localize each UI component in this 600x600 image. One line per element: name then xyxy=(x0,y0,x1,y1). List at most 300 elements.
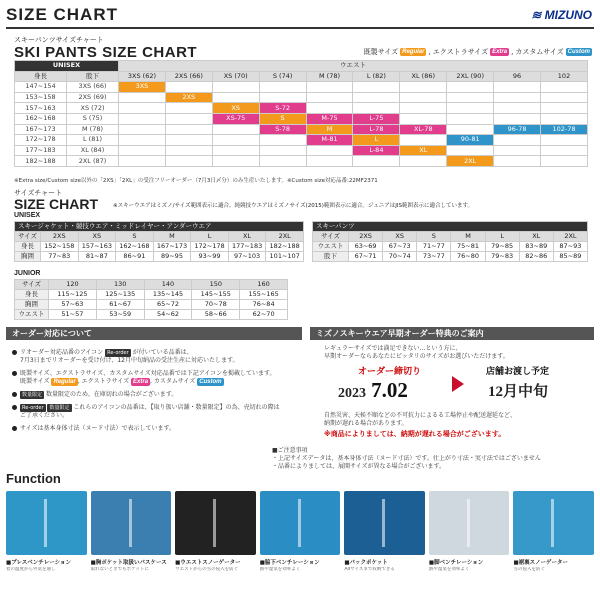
waist-col-header: 2XS (66) xyxy=(165,71,212,82)
size-col-header: L xyxy=(485,232,519,242)
function-card xyxy=(175,491,256,573)
order-p2a: 既製サイズ、エクストラサイズ、カスタムサイズ対応品番では下記アイコンを掲載しています。 xyxy=(20,370,276,377)
waist-col-header: 102 xyxy=(541,71,588,82)
empty-cell xyxy=(119,156,166,167)
caution-1: ・上記サイズデータは、基本身体寸法（ヌード寸法）です。仕上がり寸法・実寸法ではございません xyxy=(272,455,541,462)
table-cell: 70~78 xyxy=(192,300,240,310)
function-desc: 雪の侵入を防ぐ xyxy=(513,567,545,572)
extra-size-cell: M-81 xyxy=(306,135,353,146)
function-card xyxy=(260,491,341,573)
regular-size-cell: XS xyxy=(212,103,259,114)
unisex-header: UNISEX xyxy=(15,61,119,72)
size-col-header: 2XS xyxy=(349,232,383,242)
table-title: スキーパンツ xyxy=(313,222,588,232)
empty-cell xyxy=(400,113,447,124)
size-col-header: L xyxy=(191,232,229,242)
function-desc: ウエストからの雪の侵入を防ぐ xyxy=(175,567,239,572)
height-cell: 162~168 xyxy=(15,113,67,124)
empty-cell xyxy=(541,103,588,114)
inseam-cell: 2XL (87) xyxy=(67,156,119,167)
grid-row xyxy=(15,82,588,93)
early-warning: ※商品によりましては、納期が遅れる場合がございます。 xyxy=(324,430,506,438)
pants-size-grid xyxy=(14,60,588,167)
table-cell: 86~91 xyxy=(116,252,154,262)
grid-row xyxy=(15,145,588,156)
bullet-icon xyxy=(12,371,17,376)
table-cell: 76~80 xyxy=(451,252,485,262)
extra-size-cell: S-72 xyxy=(259,103,306,114)
table-title-row xyxy=(15,222,304,232)
size-col-header: XS xyxy=(383,232,417,242)
inseam-header: 股下 xyxy=(67,71,119,82)
order-point-2: 既製サイズ、エクストラサイズ、カスタムサイズ対応品番では下記アイコンを掲載しています。 既製サイズ Regular , エクストラサイズ Extra , カスタムサイズ Custom xyxy=(6,370,302,386)
function-desc: 熱や湿気を効率よく xyxy=(259,567,301,572)
table-row xyxy=(15,310,288,320)
height-cell: 153~158 xyxy=(15,92,67,103)
regular-size-cell: 2XS xyxy=(165,92,212,103)
table-cell: 67~71 xyxy=(349,252,383,262)
zipper-detail-icon xyxy=(467,499,470,547)
custom-badge: Custom xyxy=(567,49,590,55)
table-row xyxy=(313,252,588,262)
function-card xyxy=(513,491,594,573)
table-cell: 70~74 xyxy=(383,252,417,262)
grid-row xyxy=(15,103,588,114)
legend-regular-label: 既製サイズ xyxy=(363,48,399,56)
regular-size-cell: M xyxy=(306,124,353,135)
size-col-header: S xyxy=(417,232,451,242)
table-cell: 73~77 xyxy=(417,252,451,262)
grid-row xyxy=(15,124,588,135)
table-row xyxy=(313,242,588,252)
height-cell: 182~188 xyxy=(15,156,67,167)
function-photo xyxy=(6,491,87,555)
table-cell: 155~165 xyxy=(240,290,288,300)
zipper-detail-icon xyxy=(298,499,301,547)
order-p3: 数量限定のため、在庫切れの場合がございます。 xyxy=(45,391,178,398)
function-card xyxy=(91,491,172,573)
empty-cell xyxy=(353,92,400,103)
empty-cell xyxy=(212,156,259,167)
waist-col-header: XS (70) xyxy=(212,71,259,82)
size-col-header: 130 xyxy=(96,280,144,290)
table-cell: 57~63 xyxy=(49,300,97,310)
table-cell: 89~95 xyxy=(153,252,191,262)
function-photo xyxy=(513,491,594,555)
empty-cell xyxy=(212,82,259,93)
table-cell: 81~87 xyxy=(78,252,116,262)
pants-size-table xyxy=(312,221,588,262)
waist-col-header: M (78) xyxy=(306,71,353,82)
zipper-detail-icon xyxy=(551,499,554,547)
function-card xyxy=(429,491,510,573)
row-label: 身長 xyxy=(15,290,49,300)
extra-size-cell: L-78 xyxy=(353,124,400,135)
table-cell: 77~83 xyxy=(41,252,79,262)
empty-cell xyxy=(447,124,494,135)
height-cell: 157~163 xyxy=(15,103,67,114)
regular-size-cell: 3XS xyxy=(119,82,166,93)
empty-cell xyxy=(259,135,306,146)
extra-size-cell: S-78 xyxy=(259,124,306,135)
function-photo xyxy=(175,491,256,555)
waist-col-header: 2XL (90) xyxy=(447,71,494,82)
empty-cell xyxy=(400,103,447,114)
waist-col-header: S (74) xyxy=(259,71,306,82)
empty-cell xyxy=(306,82,353,93)
limited-badge: 数量限定 xyxy=(22,392,43,398)
custom-size-cell: 102-78 xyxy=(541,124,588,135)
size-col-header: 2XL xyxy=(266,232,304,242)
size-note: ※スキーウエアはミズノ/サイズ範囲表示に適合。純競技ウエアはミズノサイズ(2015)範囲表示に適合。ジュニアはJIS範囲表示に適合しています。 xyxy=(113,203,474,209)
waist-col-header: 96 xyxy=(494,71,541,82)
empty-cell xyxy=(494,92,541,103)
size-col-header: 2XS xyxy=(41,232,79,242)
regular-size-cell: L xyxy=(353,135,400,146)
inseam-cell: S (75) xyxy=(67,113,119,124)
table-row xyxy=(15,242,304,252)
inseam-cell: XL (84) xyxy=(67,145,119,156)
regular-size-cell: XL xyxy=(400,145,447,156)
empty-cell xyxy=(541,135,588,146)
table-row xyxy=(15,300,288,310)
empty-cell xyxy=(306,103,353,114)
table-cell: 115~125 xyxy=(49,290,97,300)
table-cell: 97~103 xyxy=(228,252,266,262)
empty-cell xyxy=(165,82,212,93)
size-col-header: XS xyxy=(78,232,116,242)
table-cell: 101~107 xyxy=(266,252,304,262)
empty-cell xyxy=(447,82,494,93)
empty-cell xyxy=(447,103,494,114)
bullet-icon xyxy=(12,426,17,431)
empty-cell xyxy=(541,82,588,93)
early-body-2: 納期が遅れる場合があります。 xyxy=(324,420,408,427)
size-col-header: 2XL xyxy=(553,232,587,242)
unisex-label: UNISEX xyxy=(14,212,41,219)
order-section xyxy=(6,327,302,433)
table-header-row xyxy=(313,232,588,242)
ship-date: 12月中旬 xyxy=(488,384,549,400)
size-col-header: XL xyxy=(228,232,266,242)
size-title: SIZE CHART xyxy=(14,196,98,212)
empty-cell xyxy=(541,113,588,124)
table-cell: 135~145 xyxy=(144,290,192,300)
function-desc: 熱や湿気を効率よく xyxy=(428,567,470,572)
grid-subheader-row xyxy=(15,71,588,82)
function-title: Function xyxy=(6,471,61,486)
ship-label: 店舗お渡し予定 xyxy=(486,367,550,377)
empty-cell xyxy=(353,103,400,114)
empty-cell xyxy=(541,92,588,103)
caution-title: ■ご注意事項 xyxy=(272,447,308,454)
size-col-header: XL xyxy=(519,232,553,242)
table-cell: 182~188 xyxy=(266,242,304,252)
empty-cell xyxy=(212,135,259,146)
size-header: サイズ xyxy=(15,280,49,290)
empty-cell xyxy=(119,145,166,156)
empty-cell xyxy=(400,156,447,167)
table-cell: 82~86 xyxy=(519,252,553,262)
reorder-badge: Re-order xyxy=(107,350,129,356)
empty-cell xyxy=(165,113,212,124)
deadline-day: 7.02 xyxy=(371,378,408,402)
function-desc: 取れないときでもポケットに xyxy=(90,567,149,572)
empty-cell xyxy=(259,145,306,156)
extra-size-cell: M-75 xyxy=(306,113,353,124)
inseam-cell: L (81) xyxy=(67,135,119,146)
size-col-header: 120 xyxy=(49,280,97,290)
function-name: ■胸ポケット取扱いパスケース xyxy=(90,560,167,566)
empty-cell xyxy=(541,156,588,167)
waist-col-header: XL (86) xyxy=(400,71,447,82)
limited-badge: 数量限定 xyxy=(49,405,70,411)
empty-cell xyxy=(119,92,166,103)
function-photo xyxy=(429,491,510,555)
order-section-title: オーダー対応について xyxy=(6,327,302,340)
order-p5: サイズは基本身体寸法（ヌード寸法）で表示しています。 xyxy=(20,425,176,432)
order-point-3 xyxy=(6,391,302,399)
grid-row xyxy=(15,135,588,146)
inseam-cell: M (78) xyxy=(67,124,119,135)
table-cell: 85~89 xyxy=(553,252,587,262)
caution-2: ・品番によりましては、展開サイズが異なる場合がございます。 xyxy=(272,463,446,470)
row-label: ウエスト xyxy=(15,310,49,320)
bullet-icon xyxy=(12,405,17,410)
empty-cell xyxy=(165,145,212,156)
function-name: ■パックポケット xyxy=(344,560,388,566)
order-p1a: リオーダー対応品番のアイコン xyxy=(20,349,104,356)
table-cell: 75~81 xyxy=(451,242,485,252)
table-cell: 65~72 xyxy=(144,300,192,310)
early-order-title: ミズノスキーウエア早期オーダー特典のご案内 xyxy=(310,327,594,340)
empty-cell xyxy=(119,113,166,124)
inseam-cell: 2XS (69) xyxy=(67,92,119,103)
table-cell: 87~93 xyxy=(553,242,587,252)
pants-title: SKI PANTS SIZE CHART xyxy=(14,44,198,61)
table-cell: 79~85 xyxy=(485,242,519,252)
table-cell: 58~66 xyxy=(192,310,240,320)
empty-cell xyxy=(306,156,353,167)
empty-cell xyxy=(400,92,447,103)
inseam-cell: XS (72) xyxy=(67,103,119,114)
empty-cell xyxy=(306,92,353,103)
empty-cell xyxy=(259,82,306,93)
function-desc: A4サイズまで収納できる xyxy=(344,567,395,572)
early-intro-2: 早期オーダーならあなたにピッタリのサイズがお選びいただけます。 xyxy=(324,353,509,360)
height-cell: 167~173 xyxy=(15,124,67,135)
empty-cell xyxy=(119,135,166,146)
order-p2b: 既製サイズ xyxy=(20,378,50,385)
function-desc: 着の温度から外気を通し xyxy=(6,567,56,572)
empty-cell xyxy=(119,103,166,114)
order-p2d: カスタムサイズ xyxy=(153,378,196,385)
junior-size-table xyxy=(14,279,288,320)
function-photo xyxy=(260,491,341,555)
table-cell: 167~173 xyxy=(153,242,191,252)
empty-cell xyxy=(353,156,400,167)
pants-subtitle: スキーパンツサイズチャート xyxy=(14,36,104,44)
size-subtitle: サイズチャート xyxy=(14,189,63,197)
function-name: ■脇下ベンチレーション xyxy=(259,560,320,566)
height-cell: 147~154 xyxy=(15,82,67,93)
function-photo xyxy=(344,491,425,555)
arrow-right-icon xyxy=(452,376,464,392)
legend-custom-label: カスタムサイズ xyxy=(515,48,564,56)
table-cell: 157~163 xyxy=(78,242,116,252)
empty-cell xyxy=(447,113,494,124)
grid-row xyxy=(15,92,588,103)
empty-cell xyxy=(212,92,259,103)
table-cell: 51~57 xyxy=(49,310,97,320)
size-col-header: 140 xyxy=(144,280,192,290)
empty-cell xyxy=(353,82,400,93)
row-label: 股下 xyxy=(313,252,349,262)
reorder-badge: Re-order xyxy=(22,405,44,411)
table-cell: 79~83 xyxy=(485,252,519,262)
size-col-header: M xyxy=(153,232,191,242)
table-title: スキージャケット・競技ウエア・ミッドレイヤー・アンダーウエア xyxy=(15,222,304,232)
row-label: 胸囲 xyxy=(15,252,41,262)
empty-cell xyxy=(306,145,353,156)
empty-cell xyxy=(165,124,212,135)
row-label: ウエスト xyxy=(313,242,349,252)
empty-cell xyxy=(541,145,588,156)
function-card xyxy=(344,491,425,573)
zipper-detail-icon xyxy=(44,499,47,547)
height-cell: 172~178 xyxy=(15,135,67,146)
table-cell: 145~155 xyxy=(192,290,240,300)
deadline-block xyxy=(310,364,594,410)
table-cell: 125~135 xyxy=(96,290,144,300)
row-label: 胸囲 xyxy=(15,300,49,310)
empty-cell xyxy=(165,135,212,146)
empty-cell xyxy=(259,156,306,167)
function-name: ■脚ベンチレーション xyxy=(428,560,484,566)
empty-cell xyxy=(494,156,541,167)
size-type-legend: 既製サイズ Regular , エクストラサイズ Extra , カスタムサイズ Custom xyxy=(363,48,590,56)
empty-cell xyxy=(165,103,212,114)
empty-cell xyxy=(494,113,541,124)
order-point-1 xyxy=(6,349,302,365)
jacket-size-table xyxy=(14,221,304,262)
table-cell: 62~70 xyxy=(240,310,288,320)
header-divider xyxy=(6,27,594,29)
empty-cell xyxy=(212,124,259,135)
early-order-section xyxy=(310,327,594,438)
extra-badge: Extra xyxy=(492,49,508,55)
order-point-4 xyxy=(6,404,302,420)
height-cell: 177~183 xyxy=(15,145,67,156)
regular-size-cell: S xyxy=(259,113,306,124)
custom-size-cell: 90-81 xyxy=(447,135,494,146)
early-body-1: 自然災害、天候不順などの不可抗力によるる工場停止や配送遅延など、 xyxy=(324,412,517,419)
deadline-date xyxy=(338,378,408,403)
regular-badge: Regular xyxy=(53,379,76,385)
empty-cell xyxy=(494,82,541,93)
table-title-row xyxy=(313,222,588,232)
function-photo xyxy=(91,491,172,555)
waist-col-header: 3XS (62) xyxy=(119,71,166,82)
empty-cell xyxy=(165,156,212,167)
extra-badge: Extra xyxy=(133,379,149,385)
empty-cell xyxy=(259,92,306,103)
table-cell: 162~168 xyxy=(116,242,154,252)
size-col-header: 160 xyxy=(240,280,288,290)
empty-cell xyxy=(494,145,541,156)
order-p2c: エクストラサイズ xyxy=(81,378,130,385)
empty-cell xyxy=(447,145,494,156)
empty-cell xyxy=(494,103,541,114)
function-card xyxy=(6,491,87,573)
table-cell: 83~89 xyxy=(519,242,553,252)
custom-badge: Custom xyxy=(199,379,222,385)
zipper-detail-icon xyxy=(129,499,132,547)
inseam-cell: 3XS (66) xyxy=(67,82,119,93)
row-label: 身長 xyxy=(15,242,41,252)
bullet-icon xyxy=(12,392,17,397)
empty-cell xyxy=(212,145,259,156)
empty-cell xyxy=(119,124,166,135)
empty-cell xyxy=(494,135,541,146)
waist-header: ウエスト xyxy=(119,61,588,72)
table-header-row xyxy=(15,232,304,242)
regular-badge: Regular xyxy=(402,49,425,55)
size-col-header: M xyxy=(451,232,485,242)
table-cell: 76~84 xyxy=(240,300,288,310)
extra-size-cell: XL-78 xyxy=(400,124,447,135)
table-row xyxy=(15,290,288,300)
page-title: SIZE CHART xyxy=(6,5,118,24)
empty-cell xyxy=(400,82,447,93)
function-name: ■ウエストスノーゲーター xyxy=(175,560,241,566)
brand-name: MIZUNO xyxy=(544,8,592,22)
mizuno-runbird-icon: ≋ xyxy=(531,8,545,22)
legend-extra-label: エクストラサイズ xyxy=(432,48,489,56)
grid-row xyxy=(15,156,588,167)
table-cell: 172~178 xyxy=(191,242,229,252)
deadline-label: オーダー締切り xyxy=(358,367,422,377)
empty-cell xyxy=(447,92,494,103)
grid-header-row xyxy=(15,61,588,72)
order-p4a: これらのアイコンの品番は、【取り扱い店舗・数量限定】の為、売切れの際は xyxy=(73,404,280,411)
function-name: ■裾裏スノーゲーター xyxy=(513,560,569,566)
empty-cell xyxy=(400,135,447,146)
size-col-header: 150 xyxy=(192,280,240,290)
deadline-year: 2023 xyxy=(338,386,366,401)
table-cell: 61~67 xyxy=(96,300,144,310)
function-gallery xyxy=(6,491,594,573)
table-cell: 71~77 xyxy=(417,242,451,252)
zipper-detail-icon xyxy=(213,499,216,547)
brand-logo xyxy=(531,8,592,22)
grid-row xyxy=(15,113,588,124)
extra-size-cell: XS-75 xyxy=(212,113,259,124)
zipper-detail-icon xyxy=(382,499,385,547)
early-intro-1: レギュラーサイズでは満足できない…という方に、 xyxy=(324,345,462,352)
height-header: 身長 xyxy=(15,71,67,82)
table-cell: 54~62 xyxy=(144,310,192,320)
table-cell: 53~59 xyxy=(96,310,144,320)
table-cell: 93~99 xyxy=(191,252,229,262)
table-cell: 67~73 xyxy=(383,242,417,252)
junior-label: JUNIOR xyxy=(14,270,41,277)
regular-size-cell: 2XL xyxy=(447,156,494,167)
size-header: サイズ xyxy=(313,232,349,242)
waist-col-header: L (82) xyxy=(353,71,400,82)
order-point-5 xyxy=(6,425,302,433)
order-p4b: ご了承ください。 xyxy=(20,412,69,419)
